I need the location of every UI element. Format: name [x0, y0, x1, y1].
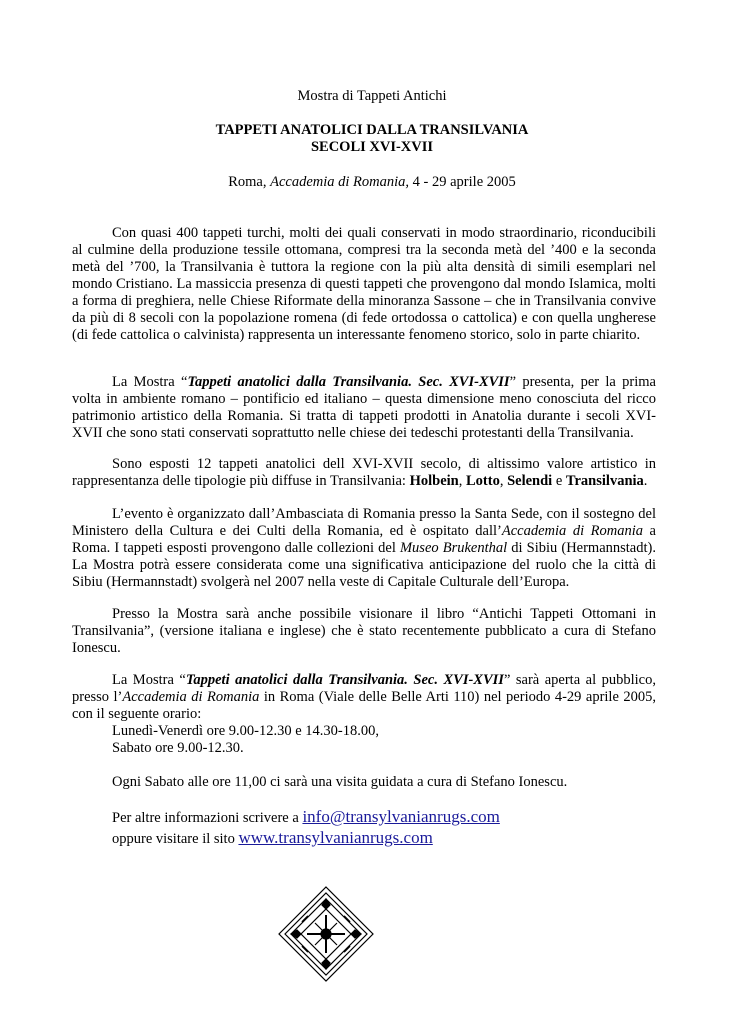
type-lotto: Lotto	[466, 473, 500, 489]
venue-line	[0, 174, 744, 191]
accademia-name: Accademia di Romania	[501, 523, 644, 539]
title-line-2: SECOLI XVI-XVII	[310, 139, 434, 155]
paragraph-intro	[72, 225, 656, 344]
para2-prefix: La Mostra “	[112, 374, 188, 390]
type-selendi: Selendi	[507, 473, 553, 489]
para3-text: Sono esposti 12 tappeti anatolici dell XVI-XVII secolo, di altissimo valore artistico in rappresentanza delle tipologie più diffuse in Transilvania:	[72, 456, 656, 489]
type-transilvania: Transilvania	[565, 473, 644, 489]
venue-dates: 4 - 29 aprile 2005	[409, 174, 516, 190]
type-separator: e	[552, 473, 566, 489]
hours-weekdays: Lunedì-Venerdì ore 9.00-12.30 e 14.30-18.00,	[112, 723, 379, 739]
contact-email-line	[112, 808, 500, 827]
title-line-1: TAPPETI ANATOLICI DALLA TRANSILVANIA	[215, 122, 529, 138]
para6-text2: in Roma (Viale delle Belle Arti 110) nel periodo 4-29 aprile 2005, con il seguente orario:	[72, 689, 656, 722]
site-prefix: oppure visitare il sito	[112, 831, 239, 847]
paragraph-organization	[72, 506, 656, 591]
type-end: .	[643, 473, 648, 489]
rug-medallion-icon	[277, 885, 375, 983]
exhibition-title-2: Tappeti anatolici dalla Transilvania. Sec. XVI-XVII	[185, 672, 504, 688]
paragraph-opening	[72, 672, 656, 723]
paragraph-book-text: Presso la Mostra sarà anche possibile visionare il libro “Antichi Tappeti Ottomani in Transilvania”, (versione italiana e inglese) che è stato recentemente pubblicato a cura di Stefano Ionescu.	[72, 606, 656, 656]
paragraph-book	[72, 606, 656, 657]
contact-site-line	[112, 829, 433, 848]
para6-prefix: La Mostra “	[112, 672, 186, 688]
email-link[interactable]: info@transylvanianrugs.com	[302, 807, 500, 826]
type-separator: ,	[499, 473, 508, 489]
para6-text1: ” sarà aperta al pubblico, presso l’	[72, 672, 656, 705]
museum-name: Museo Brukenthal	[399, 540, 508, 556]
para4-text3: di Sibiu (Hermannstadt). La Mostra potrà essere considerata come una significativa anticipazione del ruolo che la città di Sibiu (Hermannstadt) svolgerà nel 2007 nella veste di Capitale Culturale dell’Europa.	[72, 540, 656, 590]
accademia-name-2: Accademia di Romania	[122, 689, 260, 705]
para2-suffix: ” presenta, per la prima volta in ambiente romano – pontificio ed italiano – questa dimensione meno conosciuta del ricco patrimonio artistico della Romania. Si tratta di tappeti prodotti in Anatolia durante i secoli XVI-XVII che sono stati conservati soprattutto nelle chiese dei tedeschi protestanti della Transilvania.	[72, 374, 656, 441]
para4-text2: a Roma. I tappeti esposti provengono dalle collezioni del	[72, 523, 656, 556]
type-separator: ,	[458, 473, 466, 489]
venue-city: Roma,	[228, 174, 271, 190]
exhibition-title: Tappeti anatolici dalla Transilvania. Sec. XVI-XVII	[187, 374, 510, 390]
paragraph-intro-text: Con quasi 400 tappeti turchi, molti dei quali conservati in modo straordinario, riconducibili al culmine della produzione tessile ottomana, compresi tra la seconda metà del ’400 e la seconda metà del ’700, la Transilvania è tuttora la regione con la più alta densità di simili esemplari nel mondo Cristiano. La massiccia presenza di questi tappeti che provengono dal mondo Islamica, molti a forma di preghiera, nelle Chiese Riformate della minoranza Sassone – che in Transilvania convive da più di 8 secoli con la popolazione romena (di fede ortodossa o cattolica) e con quella ungherese (di fede cattolica o calvinista) rappresenta un interessante fenomeno storico, solo in parte chiarito.	[72, 225, 656, 343]
website-link[interactable]: www.transylvanianrugs.com	[238, 828, 433, 847]
paragraph-types	[72, 456, 656, 490]
email-prefix: Per altre informazioni scrivere a	[112, 810, 303, 826]
type-holbein: Holbein	[409, 473, 459, 489]
guided-tour: Ogni Sabato alle ore 11,00 ci sarà una visita guidata a cura di Stefano Ionescu.	[112, 774, 568, 790]
venue-name: Accademia di Romania,	[270, 174, 410, 190]
exhibition-label: Mostra di Tappeti Antichi	[297, 88, 447, 104]
hours-saturday: Sabato ore 9.00-12.30.	[112, 740, 244, 756]
paragraph-exhibition	[72, 374, 656, 442]
para4-text1: L’evento è organizzato dall’Ambasciata di Romania presso la Santa Sede, con il sostegno del Ministero della Cultura e dei Culti della Romania, ed è ospitato dall’	[72, 506, 656, 539]
